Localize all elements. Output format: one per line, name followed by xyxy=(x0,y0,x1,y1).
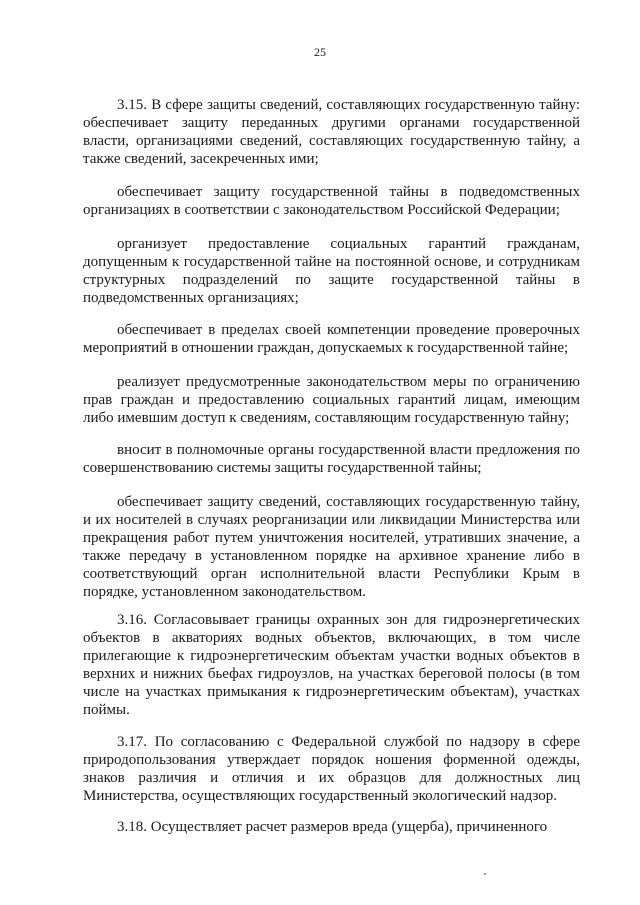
paragraph-3-16: 3.16. Согласовывает границы охранных зон для гидроэнергетических объектов в акваториях водных объектов, включающих, в том числе прилегающие к гидроэнергетическим объектам участки водных объектов в верхних и нижних бьефах гидроузлов, на участках береговой полосы (в том числе на участках примыкания к гидроэнергетическим объектам), участках поймы. xyxy=(83,612,580,718)
paragraph-3-15: 3.15. В сфере защиты сведений, составляющих государственную тайну: обеспечивает защиту переданных другими органами государственной власти, организациями сведений, составляющих государственную тайну, а также сведений, засекреченных ими; xyxy=(83,97,580,167)
paragraph-social-guarantees: организует предоставление социальных гарантий гражданам, допущенным к государственной тайне на постоянной основе, и сотрудникам структурных подразделений по защите государственной тайны в подведомственных организациях; xyxy=(83,236,580,306)
paragraph-checks: обеспечивает в пределах своей компетенции проведение проверочных мероприятий в отношении граждан, допускаемых к государственной тайне; xyxy=(83,322,580,356)
paragraph-3-17: 3.17. По согласованию с Федеральной службой по надзору в сфере природопользования утверждает порядок ношения форменной одежды, знаков различия и отличия и их образцов для должностных лиц Министерства, осуществляющих государственный экологический надзор. xyxy=(83,734,580,804)
paragraph-protect-secrets: обеспечивает защиту государственной тайны в подведомственных организациях в соответствии с законодательством Российской Федерации; xyxy=(83,184,580,218)
paragraph-3-18: 3.18. Осуществляет расчет размеров вреда (ущерба), причиненного xyxy=(117,819,548,835)
paragraph-proposals: вносит в полномочные органы государственной власти предложения по совершенствованию системы защиты государственной тайны; xyxy=(83,442,580,476)
scan-speck xyxy=(484,873,486,875)
paragraph-restrictions: реализует предусмотренные законодательством меры по ограничению прав граждан и предоставлению социальных гарантий лицам, имеющим либо имевшим доступ к сведениям, составляющим государственную тайну; xyxy=(83,374,580,426)
page-number: 25 xyxy=(314,45,326,59)
paragraph-reorganization: обеспечивает защиту сведений, составляющих государственную тайну, и их носителей в случаях реорганизации или ликвидации Министерства или прекращения работ путем уничтожения носителей, утративших значение, а также передачу в установленном порядке на архивное хранение либо в соответствующий орган исполнительной власти Республики Крым в порядке, установленном законодательством. xyxy=(83,494,580,600)
